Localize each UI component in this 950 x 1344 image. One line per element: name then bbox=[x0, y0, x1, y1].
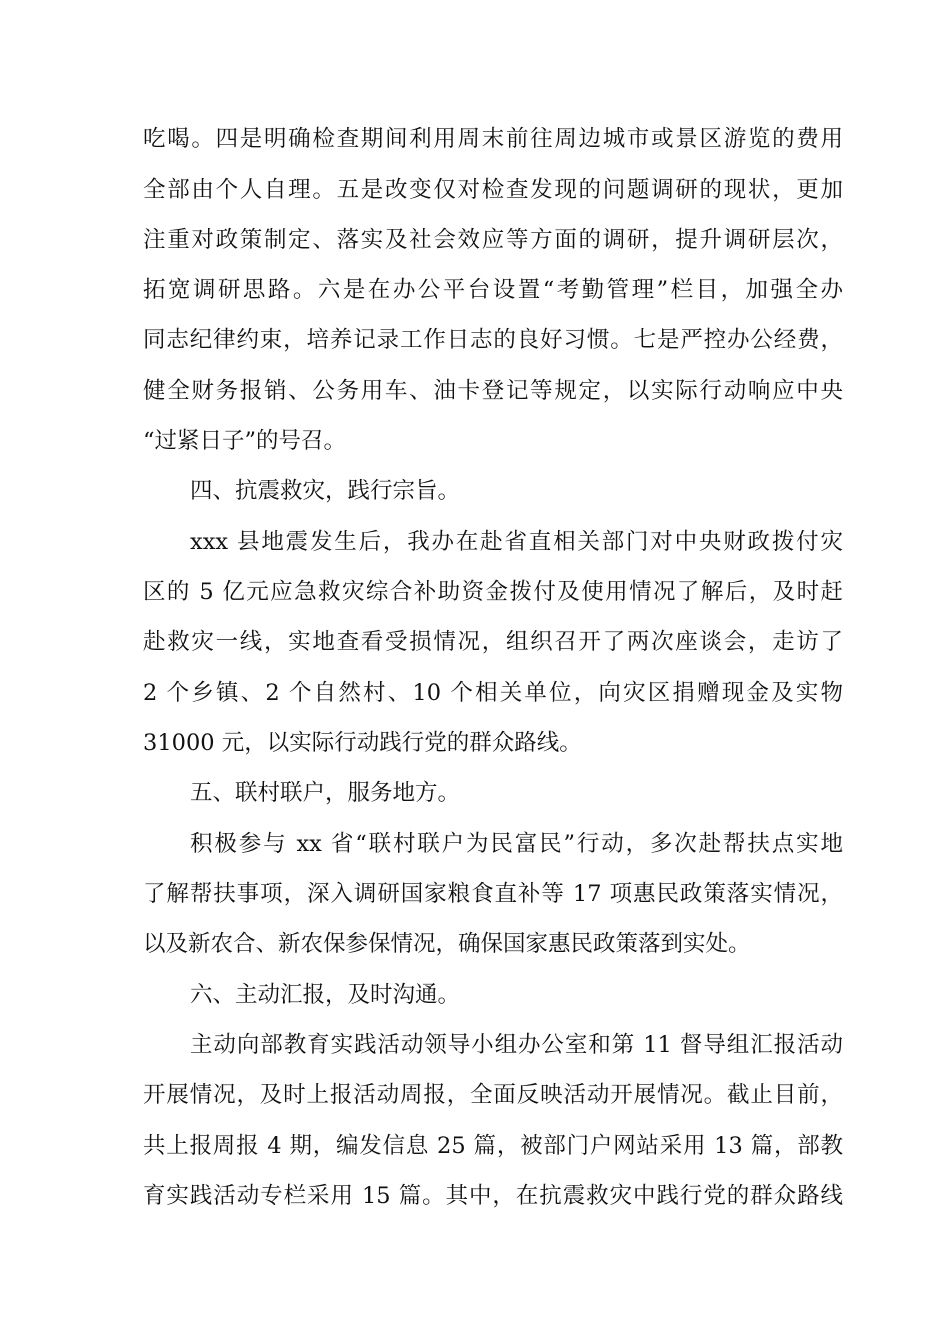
text-line: 区的 5 亿元应急救灾综合补助资金拨付及使用情况了解后，及时赶 bbox=[143, 579, 843, 605]
text-line: 31000 元，以实际行动践行党的群众路线。 bbox=[143, 730, 582, 756]
text-line: “过紧日子”的号召。 bbox=[143, 428, 347, 454]
text-line: xxx 县地震发生后，我办在赴省直相关部门对中央财政拨付灾 bbox=[190, 529, 843, 555]
text-line: 注重对政策制定、落实及社会效应等方面的调研，提升调研层次， bbox=[143, 227, 843, 253]
section-heading: 四、抗震救灾，践行宗旨。 bbox=[190, 478, 461, 504]
text-line: 积极参与 xx 省“联村联户为民富民”行动，多次赴帮扶点实地 bbox=[190, 831, 843, 857]
section-heading: 六、主动汇报，及时沟通。 bbox=[190, 982, 461, 1008]
text-line: 健全财务报销、公务用车、油卡登记等规定，以实际行动响应中央 bbox=[143, 378, 843, 404]
text-line: 吃喝。四是明确检查期间利用周末前往周边城市或景区游览的费用 bbox=[143, 126, 843, 152]
text-line: 共上报周报 4 期，编发信息 25 篇，被部门户网站采用 13 篇，部教 bbox=[143, 1133, 843, 1159]
text-line: 以及新农合、新农保参保情况，确保国家惠民政策落到实处。 bbox=[143, 931, 751, 957]
text-line: 开展情况，及时上报活动周报，全面反映活动开展情况。截止目前， bbox=[143, 1082, 843, 1108]
section-heading: 五、联村联户，服务地方。 bbox=[190, 780, 461, 806]
text-line: 2 个乡镇、2 个自然村、10 个相关单位，向灾区捐赠现金及实物 bbox=[143, 680, 843, 706]
text-line: 了解帮扶事项，深入调研国家粮食直补等 17 项惠民政策落实情况， bbox=[143, 881, 843, 907]
text-line: 育实践活动专栏采用 15 篇。其中，在抗震救灾中践行党的群众路线 bbox=[143, 1183, 843, 1209]
text-line: 赴救灾一线，实地查看受损情况，组织召开了两次座谈会，走访了 bbox=[143, 629, 843, 655]
text-line: 同志纪律约束，培养记录工作日志的良好习惯。七是严控办公经费， bbox=[143, 327, 843, 353]
text-line: 主动向部教育实践活动领导小组办公室和第 11 督导组汇报活动 bbox=[190, 1032, 843, 1058]
text-line: 全部由个人自理。五是改变仅对检查发现的问题调研的现状，更加 bbox=[143, 177, 843, 203]
text-line: 拓宽调研思路。六是在办公平台设置“考勤管理”栏目，加强全办 bbox=[143, 277, 843, 303]
